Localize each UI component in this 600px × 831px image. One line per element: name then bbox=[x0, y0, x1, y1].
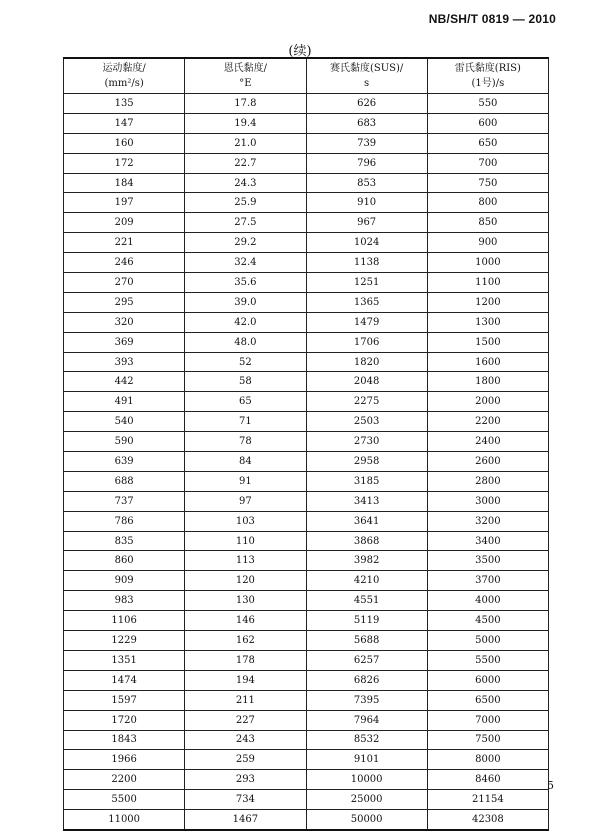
cell-kinematic: 160 bbox=[64, 133, 185, 153]
cell-engler: 52 bbox=[185, 352, 306, 372]
cell-redwood: 42308 bbox=[427, 810, 548, 830]
viscosity-conversion-table bbox=[63, 57, 549, 831]
cell-redwood: 2400 bbox=[427, 432, 548, 452]
cell-kinematic: 184 bbox=[64, 173, 185, 193]
cell-redwood: 4500 bbox=[427, 611, 548, 631]
table-row bbox=[64, 551, 549, 571]
cell-kinematic: 295 bbox=[64, 292, 185, 312]
cell-kinematic: 1351 bbox=[64, 650, 185, 670]
cell-saybolt: 7964 bbox=[306, 710, 427, 730]
cell-kinematic: 320 bbox=[64, 312, 185, 332]
cell-engler: 32.4 bbox=[185, 253, 306, 273]
table-row bbox=[64, 710, 549, 730]
cell-redwood: 8460 bbox=[427, 770, 548, 790]
cell-redwood: 5000 bbox=[427, 631, 548, 651]
cell-kinematic: 172 bbox=[64, 153, 185, 173]
table-row bbox=[64, 491, 549, 511]
table-row bbox=[64, 471, 549, 491]
cell-kinematic: 540 bbox=[64, 412, 185, 432]
cell-engler: 24.3 bbox=[185, 173, 306, 193]
cell-redwood: 6500 bbox=[427, 690, 548, 710]
cell-redwood: 1500 bbox=[427, 332, 548, 352]
cell-engler: 48.0 bbox=[185, 332, 306, 352]
cell-engler: 35.6 bbox=[185, 273, 306, 293]
cell-kinematic: 2200 bbox=[64, 770, 185, 790]
cell-engler: 1467 bbox=[185, 810, 306, 830]
table-row bbox=[64, 452, 549, 472]
cell-redwood: 850 bbox=[427, 213, 548, 233]
cell-engler: 243 bbox=[185, 730, 306, 750]
cell-redwood: 650 bbox=[427, 133, 548, 153]
table-row bbox=[64, 412, 549, 432]
cell-redwood: 2800 bbox=[427, 471, 548, 491]
cell-kinematic: 1106 bbox=[64, 611, 185, 631]
cell-engler: 58 bbox=[185, 372, 306, 392]
cell-redwood: 3000 bbox=[427, 491, 548, 511]
cell-saybolt: 2730 bbox=[306, 432, 427, 452]
cell-saybolt: 1479 bbox=[306, 312, 427, 332]
table-row bbox=[64, 292, 549, 312]
cell-redwood: 550 bbox=[427, 94, 548, 114]
cell-kinematic: 639 bbox=[64, 452, 185, 472]
cell-engler: 17.8 bbox=[185, 94, 306, 114]
cell-kinematic: 1229 bbox=[64, 631, 185, 651]
cell-saybolt: 2503 bbox=[306, 412, 427, 432]
cell-saybolt: 683 bbox=[306, 113, 427, 133]
cell-saybolt: 5119 bbox=[306, 611, 427, 631]
cell-redwood: 2000 bbox=[427, 392, 548, 412]
cell-engler: 734 bbox=[185, 790, 306, 810]
cell-engler: 21.0 bbox=[185, 133, 306, 153]
cell-saybolt: 9101 bbox=[306, 750, 427, 770]
cell-saybolt: 8532 bbox=[306, 730, 427, 750]
cell-saybolt: 796 bbox=[306, 153, 427, 173]
cell-engler: 162 bbox=[185, 631, 306, 651]
table-row bbox=[64, 213, 549, 233]
cell-saybolt: 739 bbox=[306, 133, 427, 153]
cell-engler: 71 bbox=[185, 412, 306, 432]
cell-engler: 211 bbox=[185, 690, 306, 710]
cell-saybolt: 3413 bbox=[306, 491, 427, 511]
cell-saybolt: 3641 bbox=[306, 511, 427, 531]
table-row bbox=[64, 810, 549, 830]
cell-saybolt: 4551 bbox=[306, 591, 427, 611]
cell-redwood: 1600 bbox=[427, 352, 548, 372]
table-row bbox=[64, 690, 549, 710]
header-line: (mm²/s) bbox=[104, 78, 144, 89]
cell-redwood: 1100 bbox=[427, 273, 548, 293]
cell-redwood: 1800 bbox=[427, 372, 548, 392]
table-row bbox=[64, 352, 549, 372]
cell-redwood: 2600 bbox=[427, 452, 548, 472]
cell-saybolt: 25000 bbox=[306, 790, 427, 810]
table-row bbox=[64, 631, 549, 651]
cell-redwood: 5500 bbox=[427, 650, 548, 670]
header-line: °E bbox=[239, 78, 252, 89]
table-row bbox=[64, 670, 549, 690]
table-row bbox=[64, 153, 549, 173]
cell-engler: 25.9 bbox=[185, 193, 306, 213]
cell-kinematic: 442 bbox=[64, 372, 185, 392]
table-header-row bbox=[64, 58, 549, 94]
cell-saybolt: 2275 bbox=[306, 392, 427, 412]
header-line: (1号)/s bbox=[471, 78, 505, 89]
header-line: s bbox=[364, 78, 370, 89]
cell-redwood: 900 bbox=[427, 233, 548, 253]
cell-kinematic: 1720 bbox=[64, 710, 185, 730]
continued-label: (续) bbox=[288, 44, 312, 59]
cell-redwood: 4000 bbox=[427, 591, 548, 611]
cell-saybolt: 2958 bbox=[306, 452, 427, 472]
table-row bbox=[64, 591, 549, 611]
cell-redwood: 3200 bbox=[427, 511, 548, 531]
cell-saybolt: 1365 bbox=[306, 292, 427, 312]
cell-saybolt: 1706 bbox=[306, 332, 427, 352]
cell-kinematic: 221 bbox=[64, 233, 185, 253]
table-row bbox=[64, 312, 549, 332]
cell-engler: 103 bbox=[185, 511, 306, 531]
cell-saybolt: 910 bbox=[306, 193, 427, 213]
cell-saybolt: 6826 bbox=[306, 670, 427, 690]
table-row bbox=[64, 233, 549, 253]
table-row bbox=[64, 392, 549, 412]
cell-kinematic: 270 bbox=[64, 273, 185, 293]
cell-kinematic: 369 bbox=[64, 332, 185, 352]
cell-redwood: 1200 bbox=[427, 292, 548, 312]
table-row bbox=[64, 611, 549, 631]
cell-engler: 29.2 bbox=[185, 233, 306, 253]
cell-kinematic: 688 bbox=[64, 471, 185, 491]
cell-redwood: 7000 bbox=[427, 710, 548, 730]
header-engler-viscosity bbox=[185, 58, 306, 94]
cell-saybolt: 3982 bbox=[306, 551, 427, 571]
table-row bbox=[64, 432, 549, 452]
table-row bbox=[64, 372, 549, 392]
cell-redwood: 3500 bbox=[427, 551, 548, 571]
header-line: 运动黏度/ bbox=[102, 63, 146, 74]
table-row bbox=[64, 770, 549, 790]
cell-redwood: 3700 bbox=[427, 571, 548, 591]
cell-engler: 110 bbox=[185, 531, 306, 551]
header-saybolt-viscosity bbox=[306, 58, 427, 94]
table-row bbox=[64, 253, 549, 273]
cell-kinematic: 1843 bbox=[64, 730, 185, 750]
cell-redwood: 21154 bbox=[427, 790, 548, 810]
table-row bbox=[64, 193, 549, 213]
cell-kinematic: 491 bbox=[64, 392, 185, 412]
cell-engler: 91 bbox=[185, 471, 306, 491]
table-row bbox=[64, 94, 549, 114]
header-kinematic-viscosity bbox=[64, 58, 185, 94]
table-row bbox=[64, 273, 549, 293]
cell-kinematic: 209 bbox=[64, 213, 185, 233]
cell-redwood: 800 bbox=[427, 193, 548, 213]
cell-engler: 194 bbox=[185, 670, 306, 690]
table-body bbox=[64, 94, 549, 830]
cell-kinematic: 835 bbox=[64, 531, 185, 551]
cell-redwood: 6000 bbox=[427, 670, 548, 690]
cell-redwood: 3400 bbox=[427, 531, 548, 551]
cell-engler: 146 bbox=[185, 611, 306, 631]
header-redwood-viscosity bbox=[427, 58, 548, 94]
cell-kinematic: 590 bbox=[64, 432, 185, 452]
cell-redwood: 750 bbox=[427, 173, 548, 193]
table-row bbox=[64, 113, 549, 133]
cell-engler: 78 bbox=[185, 432, 306, 452]
cell-kinematic: 393 bbox=[64, 352, 185, 372]
cell-saybolt: 6257 bbox=[306, 650, 427, 670]
cell-engler: 27.5 bbox=[185, 213, 306, 233]
cell-engler: 120 bbox=[185, 571, 306, 591]
cell-redwood: 700 bbox=[427, 153, 548, 173]
cell-saybolt: 1820 bbox=[306, 352, 427, 372]
cell-saybolt: 626 bbox=[306, 94, 427, 114]
cell-saybolt: 2048 bbox=[306, 372, 427, 392]
table-row bbox=[64, 750, 549, 770]
table-row bbox=[64, 173, 549, 193]
cell-kinematic: 1966 bbox=[64, 750, 185, 770]
cell-kinematic: 909 bbox=[64, 571, 185, 591]
cell-engler: 178 bbox=[185, 650, 306, 670]
cell-kinematic: 1474 bbox=[64, 670, 185, 690]
cell-kinematic: 860 bbox=[64, 551, 185, 571]
cell-kinematic: 147 bbox=[64, 113, 185, 133]
cell-saybolt: 5688 bbox=[306, 631, 427, 651]
cell-redwood: 8000 bbox=[427, 750, 548, 770]
cell-saybolt: 10000 bbox=[306, 770, 427, 790]
table-row bbox=[64, 531, 549, 551]
cell-engler: 259 bbox=[185, 750, 306, 770]
cell-saybolt: 967 bbox=[306, 213, 427, 233]
cell-engler: 39.0 bbox=[185, 292, 306, 312]
cell-redwood: 600 bbox=[427, 113, 548, 133]
cell-kinematic: 1597 bbox=[64, 690, 185, 710]
cell-kinematic: 5500 bbox=[64, 790, 185, 810]
cell-kinematic: 246 bbox=[64, 253, 185, 273]
header-line: 雷氏黏度(RIS) bbox=[454, 63, 521, 74]
standard-code: NB/SH/T 0819 — 2010 bbox=[428, 12, 556, 26]
cell-saybolt: 3185 bbox=[306, 471, 427, 491]
cell-saybolt: 853 bbox=[306, 173, 427, 193]
cell-kinematic: 983 bbox=[64, 591, 185, 611]
cell-saybolt: 50000 bbox=[306, 810, 427, 830]
cell-kinematic: 135 bbox=[64, 94, 185, 114]
header-line: 赛氏黏度(SUS)/ bbox=[329, 63, 404, 74]
cell-engler: 42.0 bbox=[185, 312, 306, 332]
cell-redwood: 1000 bbox=[427, 253, 548, 273]
cell-engler: 84 bbox=[185, 452, 306, 472]
cell-saybolt: 1251 bbox=[306, 273, 427, 293]
table-row bbox=[64, 511, 549, 531]
cell-engler: 19.4 bbox=[185, 113, 306, 133]
cell-engler: 97 bbox=[185, 491, 306, 511]
cell-redwood: 7500 bbox=[427, 730, 548, 750]
cell-saybolt: 4210 bbox=[306, 571, 427, 591]
cell-engler: 293 bbox=[185, 770, 306, 790]
cell-kinematic: 786 bbox=[64, 511, 185, 531]
cell-engler: 227 bbox=[185, 710, 306, 730]
cell-engler: 130 bbox=[185, 591, 306, 611]
page-number: 5 bbox=[547, 779, 554, 792]
table-row bbox=[64, 730, 549, 750]
table-row bbox=[64, 650, 549, 670]
cell-redwood: 1300 bbox=[427, 312, 548, 332]
table-row bbox=[64, 571, 549, 591]
cell-kinematic: 737 bbox=[64, 491, 185, 511]
cell-kinematic: 11000 bbox=[64, 810, 185, 830]
cell-engler: 113 bbox=[185, 551, 306, 571]
cell-saybolt: 1138 bbox=[306, 253, 427, 273]
table-row bbox=[64, 133, 549, 153]
cell-saybolt: 1024 bbox=[306, 233, 427, 253]
cell-kinematic: 197 bbox=[64, 193, 185, 213]
cell-redwood: 2200 bbox=[427, 412, 548, 432]
cell-saybolt: 7395 bbox=[306, 690, 427, 710]
cell-engler: 22.7 bbox=[185, 153, 306, 173]
header-line: 恩氏黏度/ bbox=[223, 63, 268, 74]
table-row bbox=[64, 332, 549, 352]
cell-saybolt: 3868 bbox=[306, 531, 427, 551]
cell-engler: 65 bbox=[185, 392, 306, 412]
